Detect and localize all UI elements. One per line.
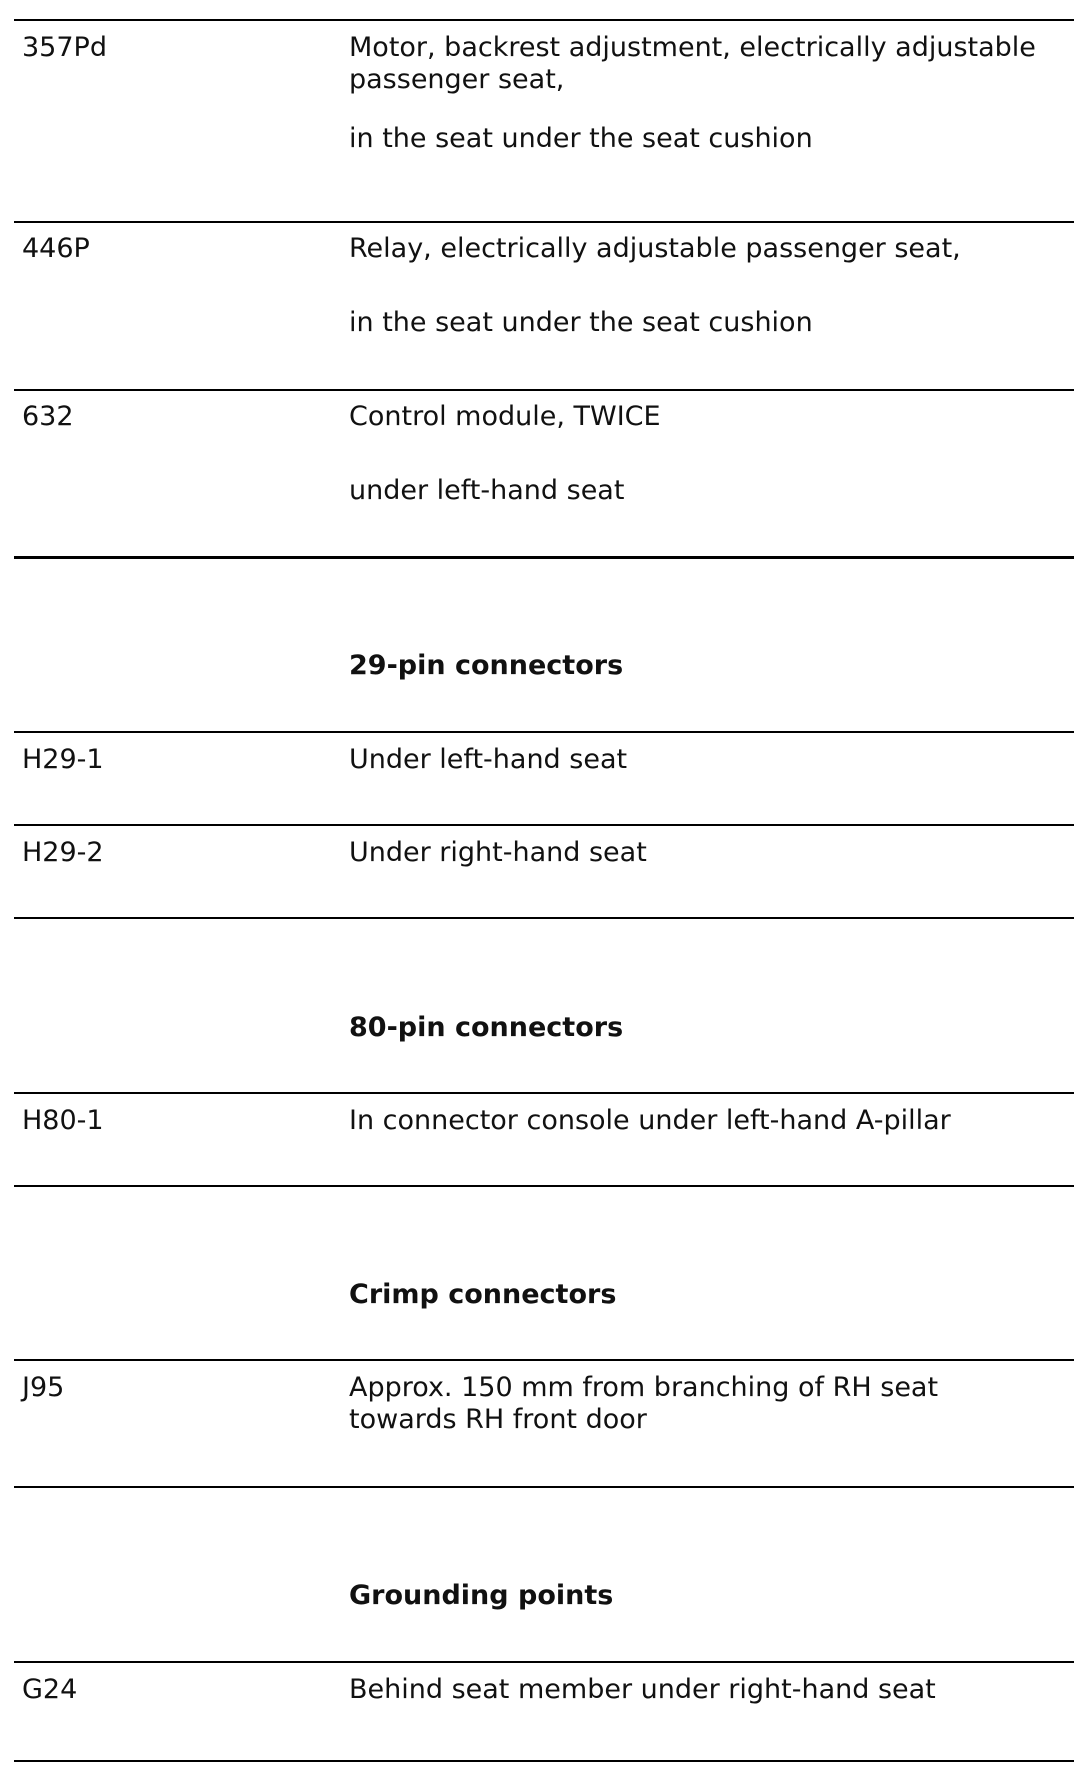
- component-code: 357Pd: [22, 32, 107, 63]
- ground-point-location: Behind seat member under right-hand seat: [349, 1674, 936, 1705]
- ground-point-code: G24: [22, 1674, 78, 1705]
- connector-location: Approx. 150 mm from branching of RH seat towards RH front door: [349, 1372, 939, 1435]
- row-divider: [14, 221, 1074, 223]
- section-divider: [14, 1760, 1074, 1762]
- row-divider: [14, 389, 1074, 391]
- component-code: 632: [22, 401, 74, 432]
- section-heading: 80-pin connectors: [349, 1012, 624, 1043]
- component-location: in the seat under the seat cushion: [349, 307, 813, 338]
- row-divider: [14, 731, 1074, 733]
- connector-location: In connector console under left-hand A-pillar: [349, 1105, 951, 1136]
- component-description: Relay, electrically adjustable passenger seat,: [349, 233, 961, 264]
- component-location: under left-hand seat: [349, 475, 625, 506]
- component-description: Control module, TWICE: [349, 401, 661, 432]
- section-divider: [14, 1486, 1074, 1488]
- section-divider: [14, 1185, 1074, 1187]
- section-heading: Grounding points: [349, 1580, 614, 1611]
- section-heading: Crimp connectors: [349, 1279, 617, 1310]
- row-divider: [14, 19, 1074, 21]
- row-divider: [14, 1092, 1074, 1094]
- section-divider: [14, 556, 1074, 559]
- row-divider: [14, 824, 1074, 826]
- connector-location: Under left-hand seat: [349, 744, 628, 775]
- connector-code: H29-2: [22, 837, 104, 868]
- connector-code: H29-1: [22, 744, 104, 775]
- section-divider: [14, 917, 1074, 919]
- section-heading: 29-pin connectors: [349, 650, 624, 681]
- connector-code: J95: [22, 1372, 65, 1403]
- row-divider: [14, 1661, 1074, 1663]
- component-code: 446P: [22, 233, 90, 264]
- connector-location: Under right-hand seat: [349, 837, 647, 868]
- component-location: in the seat under the seat cushion: [349, 123, 813, 154]
- component-description: Motor, backrest adjustment, electrically adjustable passenger seat,: [349, 32, 1036, 95]
- row-divider: [14, 1359, 1074, 1361]
- connector-code: H80-1: [22, 1105, 104, 1136]
